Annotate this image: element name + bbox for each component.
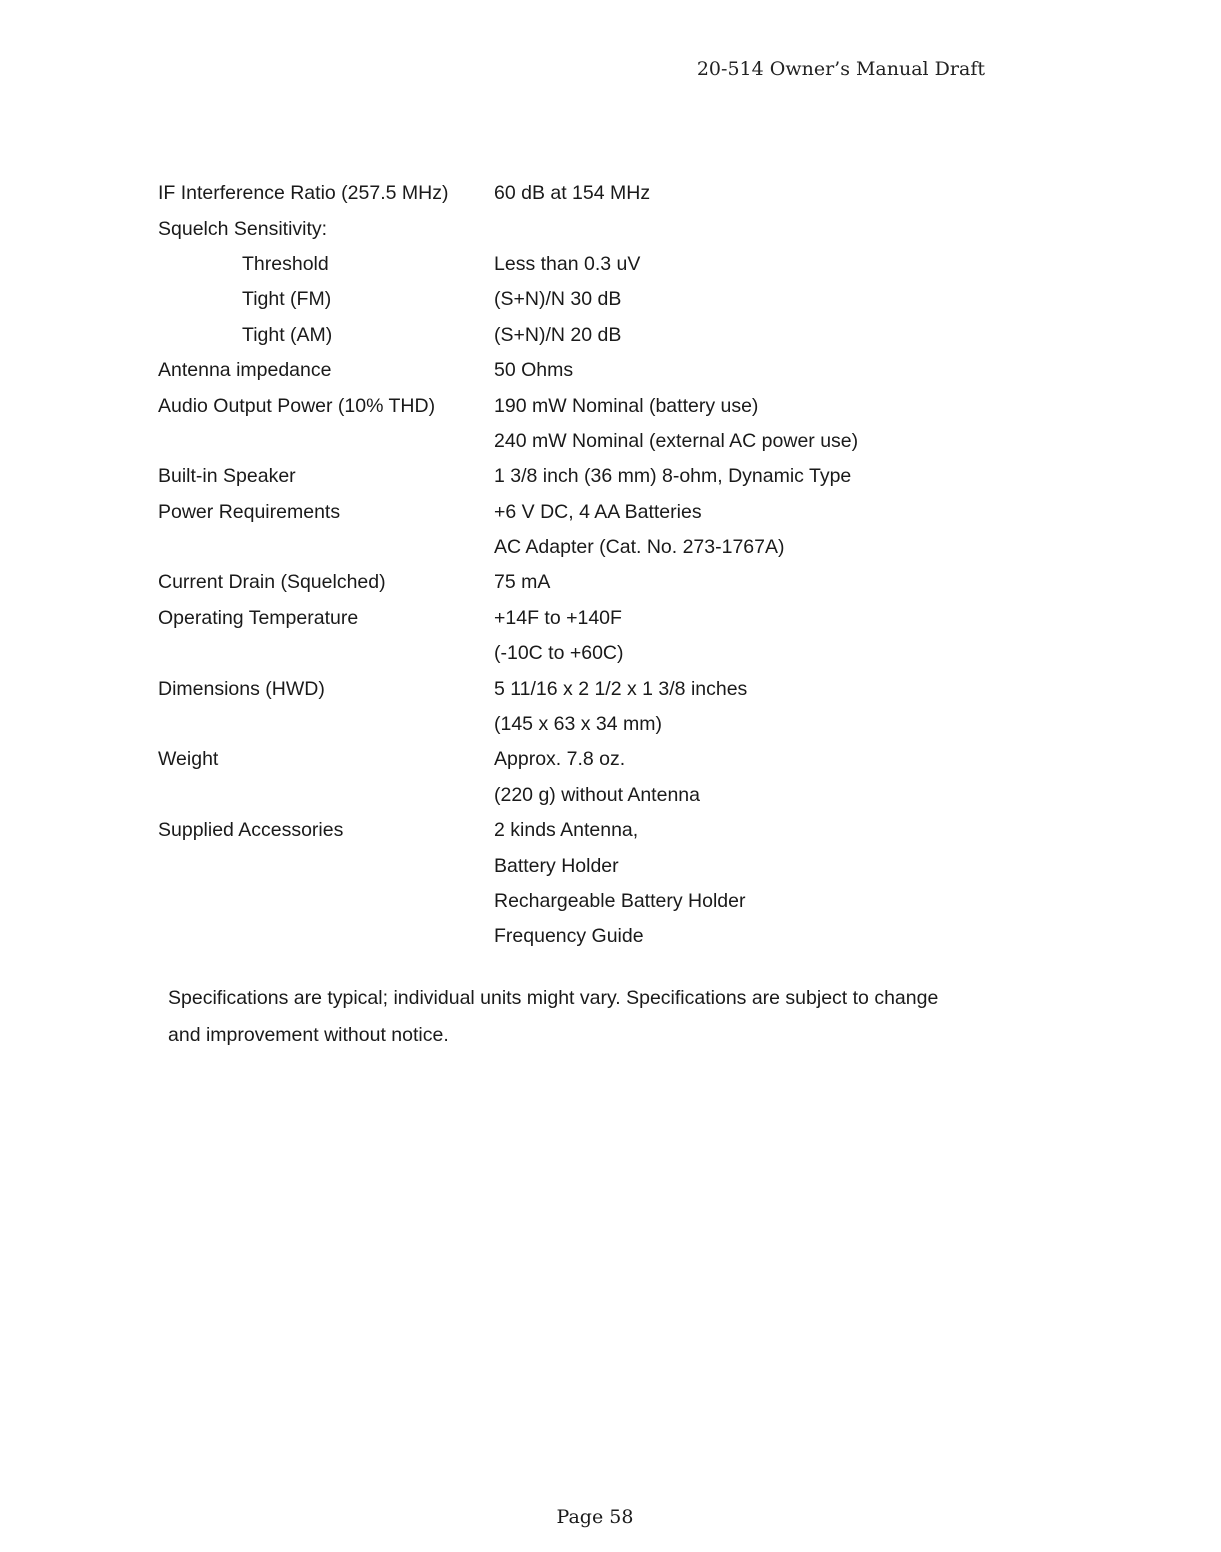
spec-value: 5 11/16 x 2 1/2 x 1 3/8 inches: [494, 677, 748, 700]
spec-value: 75 mA: [494, 571, 551, 594]
spec-value: 240 mW Nominal (external AC power use): [494, 429, 859, 452]
spec-value: (220 g) without Antenna: [494, 783, 700, 806]
spec-label: Antenna impedance: [158, 359, 332, 382]
spec-value: Frequency Guide: [494, 925, 644, 948]
spec-row: [158, 778, 978, 813]
spec-label: Power Requirements: [158, 500, 341, 523]
spec-value: (S+N)/N 30 dB: [494, 288, 622, 311]
spec-label: Supplied Accessories: [158, 819, 344, 842]
spec-row: [158, 353, 978, 388]
spec-row: [158, 813, 978, 848]
spec-value: (145 x 63 x 34 mm): [494, 713, 662, 736]
spec-label: Audio Output Power (10% THD): [158, 394, 436, 417]
spec-value: Rechargeable Battery Holder: [494, 890, 746, 912]
spec-row: [158, 707, 978, 742]
spec-label: IF Interference Ratio (257.5 MHz): [158, 182, 449, 205]
spec-row: [158, 530, 978, 565]
spec-row: [158, 495, 978, 530]
spec-row: [158, 742, 978, 777]
spec-label: Weight: [158, 748, 219, 771]
spec-label: Squelch Sensitivity:: [158, 217, 328, 240]
spec-row: [158, 601, 978, 636]
spec-row: [158, 884, 978, 919]
spec-label: Threshold: [242, 252, 329, 275]
spec-value: (-10C to +60C): [494, 642, 624, 665]
spec-label: Operating Temperature: [158, 606, 359, 629]
spec-row: [158, 671, 978, 706]
spec-row: [158, 636, 978, 671]
spec-row: [158, 211, 978, 246]
spec-value: Less than 0.3 uV: [494, 252, 641, 275]
footnote-line-1: Specifications are typical; individual units might vary. Specifications are subject to change: [168, 987, 939, 1009]
page-number: Page 58: [556, 1506, 634, 1528]
specifications-table: [158, 176, 978, 955]
spec-row: [158, 565, 978, 600]
spec-label: Dimensions (HWD): [158, 677, 325, 700]
specifications-footnote: [168, 980, 1028, 1054]
page-header: 20-514 Owner’s Manual Draft: [696, 58, 985, 80]
spec-row: [158, 459, 978, 494]
spec-value: Approx. 7.8 oz.: [494, 748, 626, 771]
spec-label: Tight (AM): [242, 323, 333, 346]
spec-row: [158, 424, 978, 459]
spec-row: [158, 247, 978, 282]
spec-value: +6 V DC, 4 AA Batteries: [494, 500, 702, 523]
spec-value: Battery Holder: [494, 854, 619, 877]
spec-label: Tight (FM): [242, 288, 332, 311]
spec-value: 1 3/8 inch (36 mm) 8-ohm, Dynamic Type: [494, 465, 852, 488]
spec-row: [158, 176, 978, 211]
spec-value: 190 mW Nominal (battery use): [494, 394, 759, 417]
spec-label: Built-in Speaker: [158, 465, 296, 488]
spec-row: [158, 848, 978, 883]
spec-row: [158, 282, 978, 317]
spec-label: Current Drain (Squelched): [158, 571, 386, 594]
spec-value: +14F to +140F: [494, 606, 622, 629]
spec-value: AC Adapter (Cat. No. 273-1767A): [494, 536, 785, 559]
spec-value: 50 Ohms: [494, 359, 574, 382]
spec-row: [158, 388, 978, 423]
spec-value: 60 dB at 154 MHz: [494, 182, 651, 205]
footnote-line-2: and improvement without notice.: [168, 1024, 449, 1046]
spec-row: [158, 318, 978, 353]
spec-value: 2 kinds Antenna,: [494, 819, 639, 842]
spec-row: [158, 919, 978, 954]
spec-value: (S+N)/N 20 dB: [494, 323, 622, 346]
